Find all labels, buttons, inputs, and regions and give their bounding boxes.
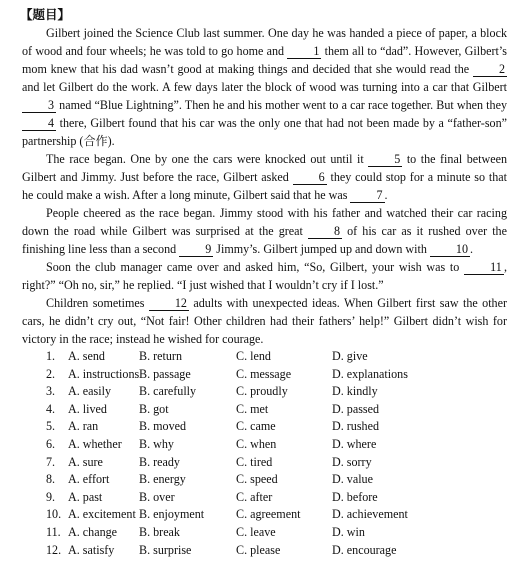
choice-d: D. achievement bbox=[332, 507, 408, 522]
blank-12: 12 bbox=[149, 297, 189, 311]
choice-b: B. break bbox=[139, 524, 180, 539]
cloze-passage bbox=[22, 24, 507, 348]
choice-c: C. please bbox=[236, 542, 281, 557]
blank-10: 10 bbox=[430, 243, 470, 257]
choice-b: B. carefully bbox=[139, 384, 197, 399]
option-row bbox=[22, 348, 507, 366]
passage-text: Soon the club manager came over and asked him, “So, Gilbert, your wish was to bbox=[46, 260, 464, 274]
choice-a: A. whether bbox=[68, 436, 122, 451]
option-row bbox=[22, 542, 507, 560]
choice-b: B. energy bbox=[139, 472, 186, 487]
blank-8: 8 bbox=[308, 225, 342, 239]
choice-d: D. give bbox=[332, 349, 368, 363]
question-number: 11. bbox=[46, 524, 61, 539]
blank-1: 1 bbox=[287, 45, 321, 59]
blank-4: 4 bbox=[22, 117, 56, 131]
choice-c: C. met bbox=[236, 401, 269, 416]
choice-d: D. kindly bbox=[332, 384, 378, 399]
passage-paragraph bbox=[22, 150, 507, 204]
question-number: 9. bbox=[46, 489, 56, 504]
passage-text: named “Blue Lightning”. Then he and his mother went to a car race together. But when they bbox=[56, 98, 507, 112]
option-row bbox=[22, 401, 507, 419]
answer-options bbox=[22, 348, 507, 559]
choice-d: D. value bbox=[332, 472, 373, 487]
choice-c: C. leave bbox=[236, 524, 276, 539]
passage-text: them all to “dad”. However, Gilbert’s mom knew that his dad wasn’t good at making things and decided that she would read the bbox=[22, 44, 507, 76]
question-number: 6. bbox=[46, 436, 56, 451]
choice-d: D. encourage bbox=[332, 542, 397, 557]
choice-a: A. send bbox=[68, 349, 105, 363]
passage-paragraph bbox=[22, 204, 507, 258]
choice-a: A. satisfy bbox=[68, 542, 115, 557]
choice-c: C. agreement bbox=[236, 507, 301, 522]
choice-c: C. speed bbox=[236, 472, 278, 487]
blank-6: 6 bbox=[293, 171, 327, 185]
choice-b: B. why bbox=[139, 436, 174, 451]
question-number: 8. bbox=[46, 472, 56, 487]
question-number: 5. bbox=[46, 419, 56, 434]
choice-a: A. lived bbox=[68, 401, 107, 416]
choice-d: D. passed bbox=[332, 401, 380, 416]
question-heading: 【题目】 bbox=[20, 8, 71, 22]
passage-paragraph bbox=[22, 24, 507, 150]
passage-text: to the final between Gilbert and Jimmy. Just before the race, Gilbert asked bbox=[22, 152, 507, 184]
choice-a: A. past bbox=[68, 489, 103, 504]
choice-a: A. excitement bbox=[68, 507, 136, 522]
option-row bbox=[22, 383, 507, 401]
question-number: 7. bbox=[46, 454, 56, 469]
question-number: 3. bbox=[46, 384, 56, 399]
option-row bbox=[22, 506, 507, 524]
passage-text: Jimmy’s. Gilbert jumped up and down with bbox=[213, 242, 430, 256]
option-row bbox=[22, 366, 507, 384]
question-number: 4. bbox=[46, 401, 56, 416]
passage-text: People cheered as the race began. Jimmy stood with his father and watched their car racing down the road while Gilbert was surprised at the great bbox=[22, 206, 507, 238]
choice-b: B. enjoyment bbox=[139, 507, 205, 522]
passage-text: adults with unexpected ideas. When Gilbert first saw the other cars, he didn’t cry out, “Not fair! Other children had their fathers’ help!” Gilbert didn’t wish for victory in the race; instead he wished for courage. bbox=[22, 296, 507, 346]
choice-d: D. sorry bbox=[332, 454, 372, 469]
passage-paragraph bbox=[22, 294, 507, 348]
option-row bbox=[22, 418, 507, 436]
question-number: 2. bbox=[46, 366, 56, 381]
option-row bbox=[22, 454, 507, 472]
passage-text: of his car as it rushed over the finishing line less than a second bbox=[22, 224, 507, 256]
question-number: 1. bbox=[46, 349, 56, 363]
passage-text: . bbox=[384, 188, 388, 202]
choice-d: D. explanations bbox=[332, 366, 408, 381]
choice-d: D. where bbox=[332, 436, 377, 451]
passage-text: they could stop for a minute so that he could make a wish. After a long minute, Gilbert said that he was bbox=[22, 170, 507, 202]
passage-text: there, Gilbert found that his car was the only one that had not been made by a “father-son” partnership (合作). bbox=[22, 116, 507, 148]
choice-a: A. sure bbox=[68, 454, 103, 469]
choice-c: C. message bbox=[236, 366, 292, 381]
choice-d: D. before bbox=[332, 489, 378, 504]
question-number: 10. bbox=[46, 507, 62, 522]
choice-c: C. after bbox=[236, 489, 273, 504]
blank-7: 7 bbox=[350, 189, 384, 203]
question-number: 12. bbox=[46, 542, 62, 557]
choice-c: C. proudly bbox=[236, 384, 288, 399]
choice-d: D. win bbox=[332, 524, 365, 539]
option-row bbox=[22, 524, 507, 542]
choice-b: B. moved bbox=[139, 419, 187, 434]
choice-d: D. rushed bbox=[332, 419, 380, 434]
choice-b: B. ready bbox=[139, 454, 180, 469]
choice-a: A. ran bbox=[68, 419, 99, 434]
choice-c: C. when bbox=[236, 436, 277, 451]
passage-text: Children sometimes bbox=[46, 296, 149, 310]
passage-text: The race began. One by one the cars were knocked out until it bbox=[46, 152, 369, 166]
choice-b: B. got bbox=[139, 401, 169, 416]
blank-11: 11 bbox=[464, 261, 504, 275]
choice-b: B. return bbox=[139, 349, 182, 363]
option-row bbox=[22, 436, 507, 454]
option-row bbox=[22, 471, 507, 489]
blank-2: 2 bbox=[473, 63, 507, 77]
choice-b: B. passage bbox=[139, 366, 191, 381]
choice-a: A. instructions bbox=[68, 366, 140, 381]
passage-text: . bbox=[470, 242, 474, 256]
choice-a: A. change bbox=[68, 524, 118, 539]
blank-9: 9 bbox=[179, 243, 213, 257]
choice-a: A. effort bbox=[68, 472, 110, 487]
choice-b: B. surprise bbox=[139, 542, 192, 557]
choice-c: C. tired bbox=[236, 454, 273, 469]
passage-text: Gilbert joined the Science Club last summer. One day he was handed a piece of paper, a block of wood and four wheels; he was told to go home and bbox=[22, 26, 507, 58]
passage-paragraph bbox=[22, 258, 507, 294]
choice-c: C. lend bbox=[236, 349, 271, 363]
blank-5: 5 bbox=[368, 153, 402, 167]
blank-3: 3 bbox=[22, 99, 56, 113]
choice-a: A. easily bbox=[68, 384, 111, 399]
choice-b: B. over bbox=[139, 489, 175, 504]
choice-c: C. came bbox=[236, 419, 276, 434]
passage-text: , right?” “Oh no, sir,” he replied. “I just wished that I wouldn’t cry if I lost.” bbox=[22, 260, 507, 292]
passage-text: and let Gilbert do the work. A few days later the block of wood was turning into a car that Gilbert bbox=[22, 80, 507, 94]
option-row bbox=[22, 489, 507, 507]
